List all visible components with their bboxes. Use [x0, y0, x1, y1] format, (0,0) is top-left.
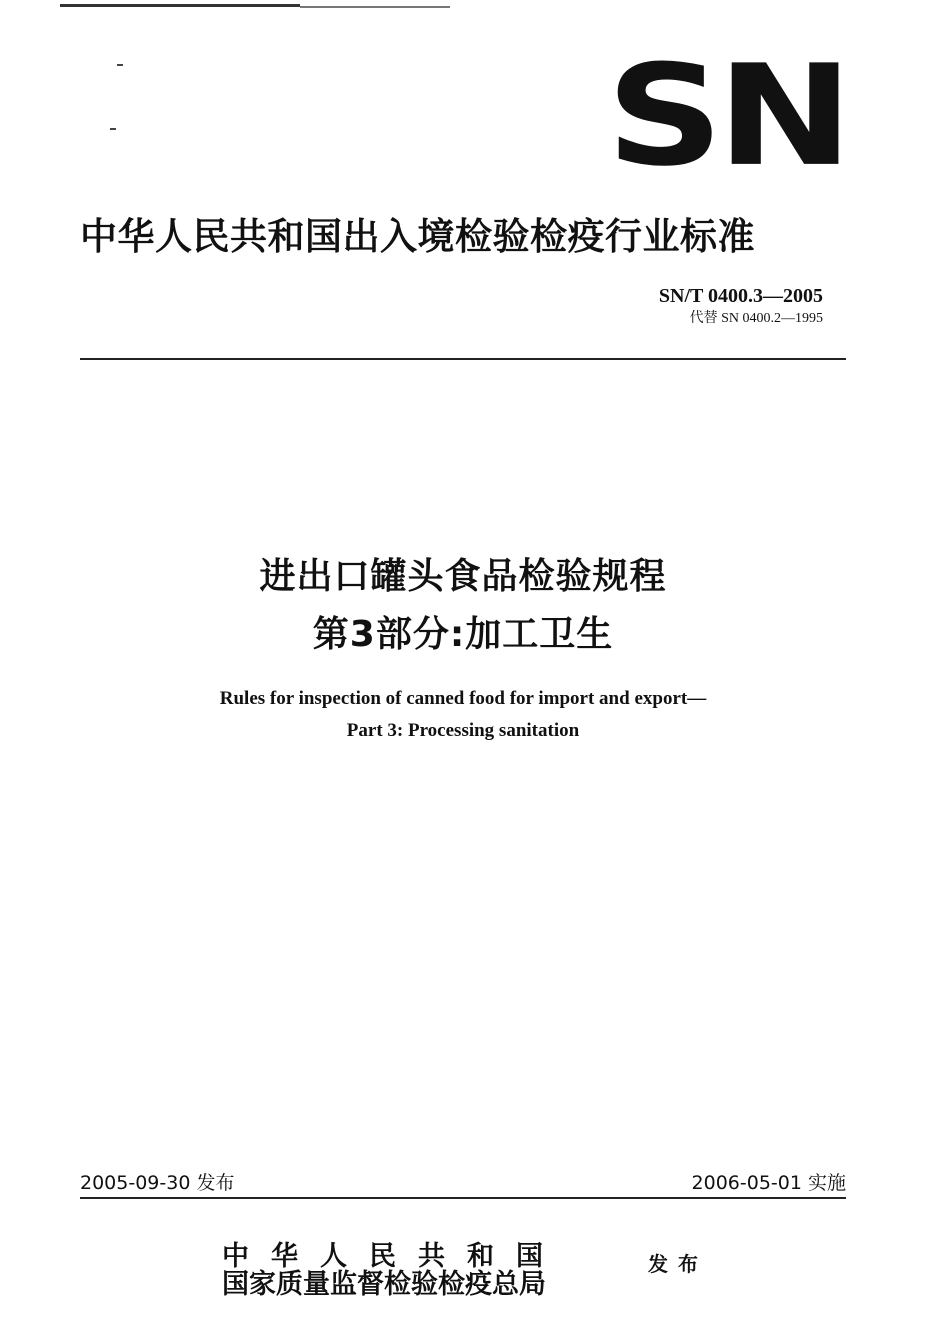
publish-label: 发布 — [648, 1252, 708, 1276]
issuer-line1: 中华人民共和国 — [222, 1241, 565, 1272]
replaces-standard: 代替 SN 0400.2—1995 — [689, 311, 823, 326]
sn-logo: SN — [606, 35, 847, 198]
industry-standard-title: 中华人民共和国出入境检验检疫行业标准 — [80, 215, 755, 258]
issuer-line2: 国家质量监督检验检疫总局 — [222, 1269, 546, 1300]
header-divider — [80, 358, 846, 360]
title-cn-line2: 第3部分:加工卫生 — [312, 614, 614, 655]
standard-code: SN/T 0400.3—2005 — [658, 285, 823, 307]
issue-date: 2005-09-30 发布 — [80, 1172, 235, 1194]
title-cn-line1: 进出口罐头食品检验规程 — [259, 556, 667, 597]
scan-artifact-line — [60, 4, 300, 7]
title-en-line2: Part 3: Processing sanitation — [346, 720, 580, 741]
title-en-line1: Rules for inspection of canned food for import and export— — [219, 688, 707, 709]
implementation-date: 2006-05-01 实施 — [691, 1172, 846, 1194]
scan-artifact-speck — [110, 128, 116, 130]
scan-artifact-speck — [117, 64, 123, 66]
footer-divider — [80, 1197, 846, 1199]
scan-artifact-line — [300, 6, 450, 8]
